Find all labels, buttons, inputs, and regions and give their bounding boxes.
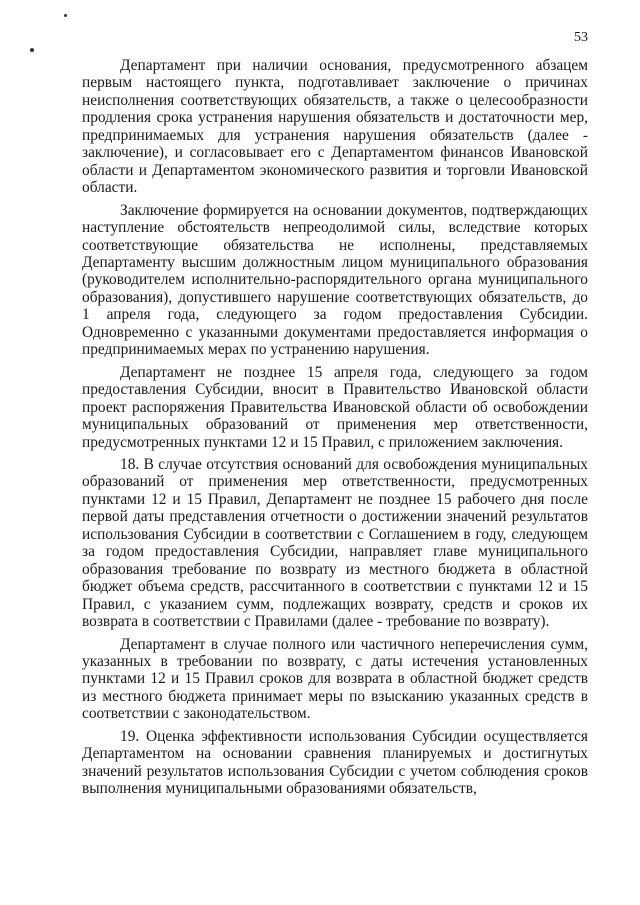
scan-speck — [64, 14, 67, 17]
page-number: 53 — [574, 30, 588, 45]
paragraph-recovery-measures: Департамент в случае полного или частичного неперечисления сумм, указанных в требовании по возврату, с даты истечения установленных пунктами 12 и 15 Правил сроков для возврата в областной бюджет средств из местного бюджета принимает меры по взысканию указанных средств в соответствии с законодательством. — [82, 635, 588, 723]
paragraph-clause-19: 19. Оценка эффективности использования Субсидии осуществляется Департаментом на основании сравнения планируемых и достигнутых значений результатов использования Субсидии с учетом соблюдения сроков выполнения муниципальными образованиями обязательств, — [82, 727, 588, 798]
paragraph-draft-order: Департамент не позднее 15 апреля года, следующего за годом предоставления Субсидии, вносит в Правительство Ивановской области проект распоряжения Правительства Ивановской области об освобождении муниципальных образований от применения мер ответственности, предусмотренных пунктами 12 и 15 Правил, с приложением заключения. — [82, 363, 588, 451]
document-body — [82, 57, 588, 803]
paragraph-clause-18: 18. В случае отсутствия оснований для освобождения муниципальных образований от применения мер ответственности, предусмотренных пунктами 12 и 15 Правил, Департамент не позднее 15 рабочего дня после первой даты представления отчетности о достижении значений результатов использования Субсидии в соответствии с Соглашением в году, следующем за годом предоставления Субсидии, направляет главе муниципального образования требование по возврату из местного бюджета в областной бюджет объема средств, рассчитанного в соответствии с пунктами 12 и 15 Правил, с указанием сумм, подлежащих возврату, средств и сроков их возврата в соответствии с Правилами (далее - требование по возврату). — [82, 455, 588, 631]
paragraph-conclusion-formation: Заключение формируется на основании документов, подтверждающих наступление обстоятельств непреодолимой силы, вследствие которых соответствующие обязательства не исполнены, представляемых Департаменту высшим должностным лицом муниципального образования (руководителем исполнительно-распорядительного органа муниципального образования), допустившего нарушение соответствующих обязательств, до 1 апреля года, следующего за годом предоставления Субсидии. Одновременно с указанными документами предоставляется информация о предпринимаемых мерах по устранению нарушения. — [82, 201, 588, 359]
paragraph-conclusion-preparation: Департамент при наличии основания, предусмотренного абзацем первым настоящего пункта, подготавливает заключение о причинах неисполнения соответствующих обязательств, а также о целесообразности продления срока устранения нарушения обязательств и достаточности мер, предпринимаемых для устранения нарушения обязательств (далее - заключение), и согласовывает его с Департаментом финансов Ивановской области и Департаментом экономического развития и торговли Ивановской области. — [82, 57, 588, 197]
scan-speck — [30, 48, 34, 52]
